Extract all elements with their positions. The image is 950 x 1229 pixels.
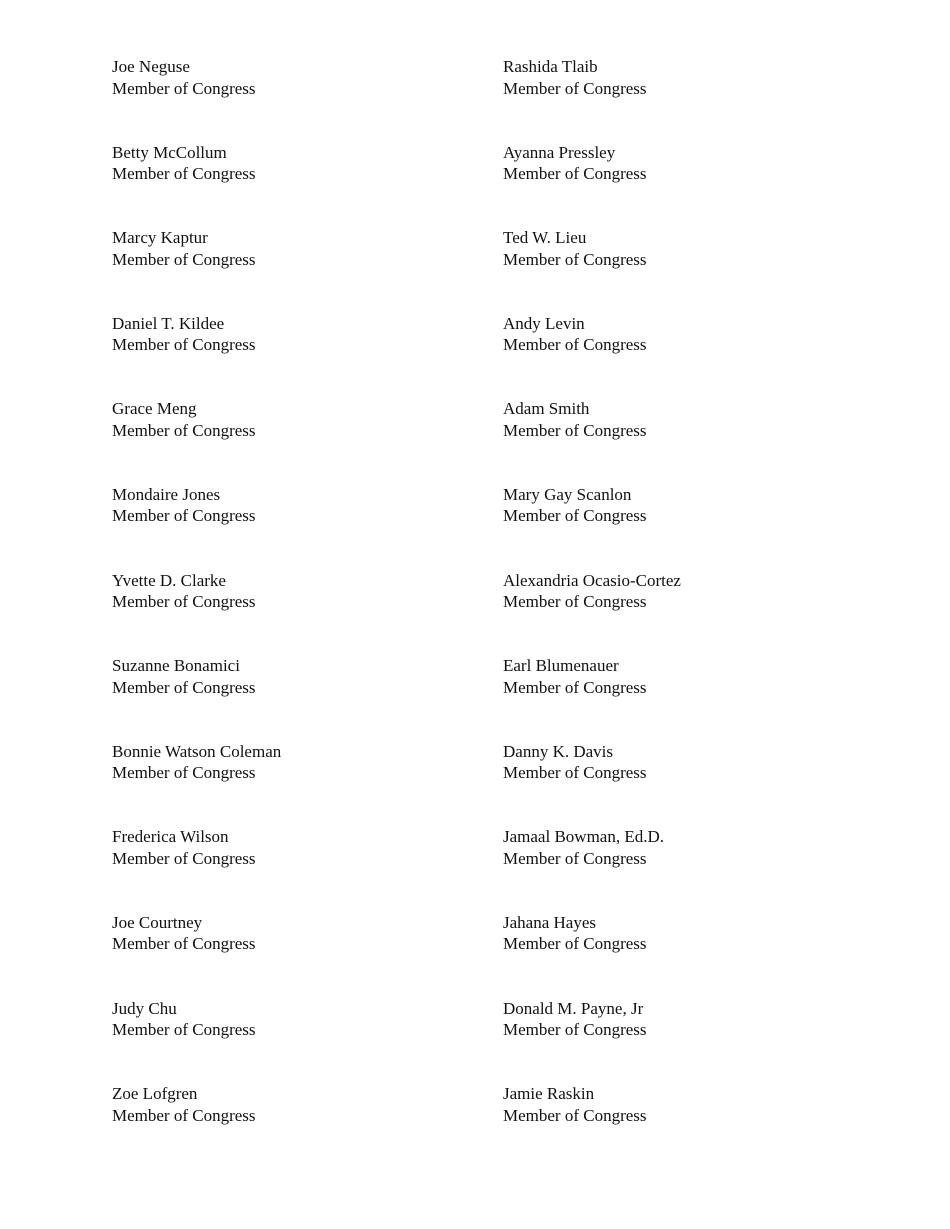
signatory-name: Rashida Tlaib (503, 57, 598, 76)
signatory-block (503, 227, 883, 313)
signatory-block (503, 655, 883, 741)
signatory-title: Member of Congress (503, 677, 647, 697)
signatory-block (112, 1083, 492, 1169)
signatory-name: Yvette D. Clarke (112, 570, 226, 590)
signatory-column-left (112, 56, 492, 1169)
signatory-name: Jamie Raskin (503, 1084, 595, 1104)
signatory-title: Member of Congress (503, 1105, 647, 1125)
signatory-title: Member of Congress (112, 848, 256, 868)
signatory-name: Zoe Lofgren (112, 1084, 198, 1104)
signatory-title: Member of Congress (112, 677, 256, 697)
signatory-title: Member of Congress (503, 592, 647, 612)
signatory-title: Member of Congress (112, 249, 256, 269)
signatory-title: Member of Congress (112, 164, 256, 184)
signatory-title: Member of Congress (112, 506, 256, 526)
signatory-name: Jamaal Bowman, Ed.D. (503, 827, 664, 847)
signatory-title: Member of Congress (503, 164, 647, 184)
signatory-block (503, 1083, 883, 1169)
signatory-name: Judy Chu (112, 998, 177, 1018)
signatory-name: Alexandria Ocasio-Cortez (503, 570, 681, 590)
signatory-block (112, 227, 492, 313)
signatory-column-right (503, 56, 883, 1169)
signatory-block (112, 741, 492, 827)
signatory-block (503, 56, 883, 142)
signatory-block (112, 142, 492, 228)
signatory-title: Member of Congress (503, 934, 647, 954)
signatory-title: Member of Congress (503, 249, 647, 269)
signatory-name: Earl Blumenauer (503, 656, 619, 676)
signatory-title: Member of Congress (503, 420, 647, 440)
signatory-name: Ted W. Lieu (503, 228, 587, 248)
signatory-name: Daniel T. Kildee (112, 313, 225, 333)
signatory-title: Member of Congress (112, 78, 256, 98)
signatory-name: Adam Smith (503, 399, 590, 419)
signatory-name: Marcy Kaptur (112, 228, 208, 248)
signatory-name: Suzanne Bonamici (112, 656, 240, 676)
signatory-name: Grace Meng (112, 399, 197, 419)
signatory-name: Andy Levin (503, 313, 585, 333)
signatory-block (503, 484, 883, 570)
signatory-title: Member of Congress (503, 1020, 647, 1040)
signatory-block (112, 912, 492, 998)
signatory-title: Member of Congress (503, 335, 647, 355)
signatory-title: Member of Congress (503, 506, 647, 526)
signatory-block (112, 484, 492, 570)
signatory-block (112, 56, 492, 142)
signatory-name: Donald M. Payne, Jr (503, 998, 644, 1018)
signatory-title: Member of Congress (503, 848, 647, 868)
signatory-title: Member of Congress (112, 1105, 256, 1125)
signatory-block (112, 655, 492, 741)
signatory-block (503, 313, 883, 399)
signatory-name: Betty McCollum (112, 142, 227, 162)
signatory-block (112, 998, 492, 1084)
signatory-block (503, 398, 883, 484)
signatory-name: Joe Courtney (112, 912, 203, 932)
signatory-name: Frederica Wilson (112, 827, 229, 847)
signatory-title: Member of Congress (503, 78, 647, 98)
signatory-name: Bonnie Watson Coleman (112, 741, 282, 761)
signatory-name: Ayanna Pressley (503, 142, 616, 162)
signatory-title: Member of Congress (112, 335, 256, 355)
signatory-title: Member of Congress (503, 763, 647, 783)
signatory-title: Member of Congress (112, 763, 256, 783)
signatory-name: Jahana Hayes (503, 912, 596, 932)
signatory-title: Member of Congress (112, 420, 256, 440)
signatory-name: Mondaire Jones (112, 484, 221, 504)
signatory-title: Member of Congress (112, 1020, 256, 1040)
signatory-title: Member of Congress (112, 592, 256, 612)
signatory-block (112, 313, 492, 399)
signatory-block (503, 998, 883, 1084)
signatory-block (503, 741, 883, 827)
signatory-name: Joe Neguse (112, 57, 190, 76)
signatory-block (503, 570, 883, 656)
signatory-title: Member of Congress (112, 934, 256, 954)
signatory-name: Danny K. Davis (503, 741, 614, 761)
signatory-block (503, 142, 883, 228)
signatory-block (503, 912, 883, 998)
signatory-name: Mary Gay Scanlon (503, 484, 632, 504)
signatory-block (112, 398, 492, 484)
signatory-block (112, 826, 492, 912)
signatory-block (503, 826, 883, 912)
signatory-block (112, 570, 492, 656)
